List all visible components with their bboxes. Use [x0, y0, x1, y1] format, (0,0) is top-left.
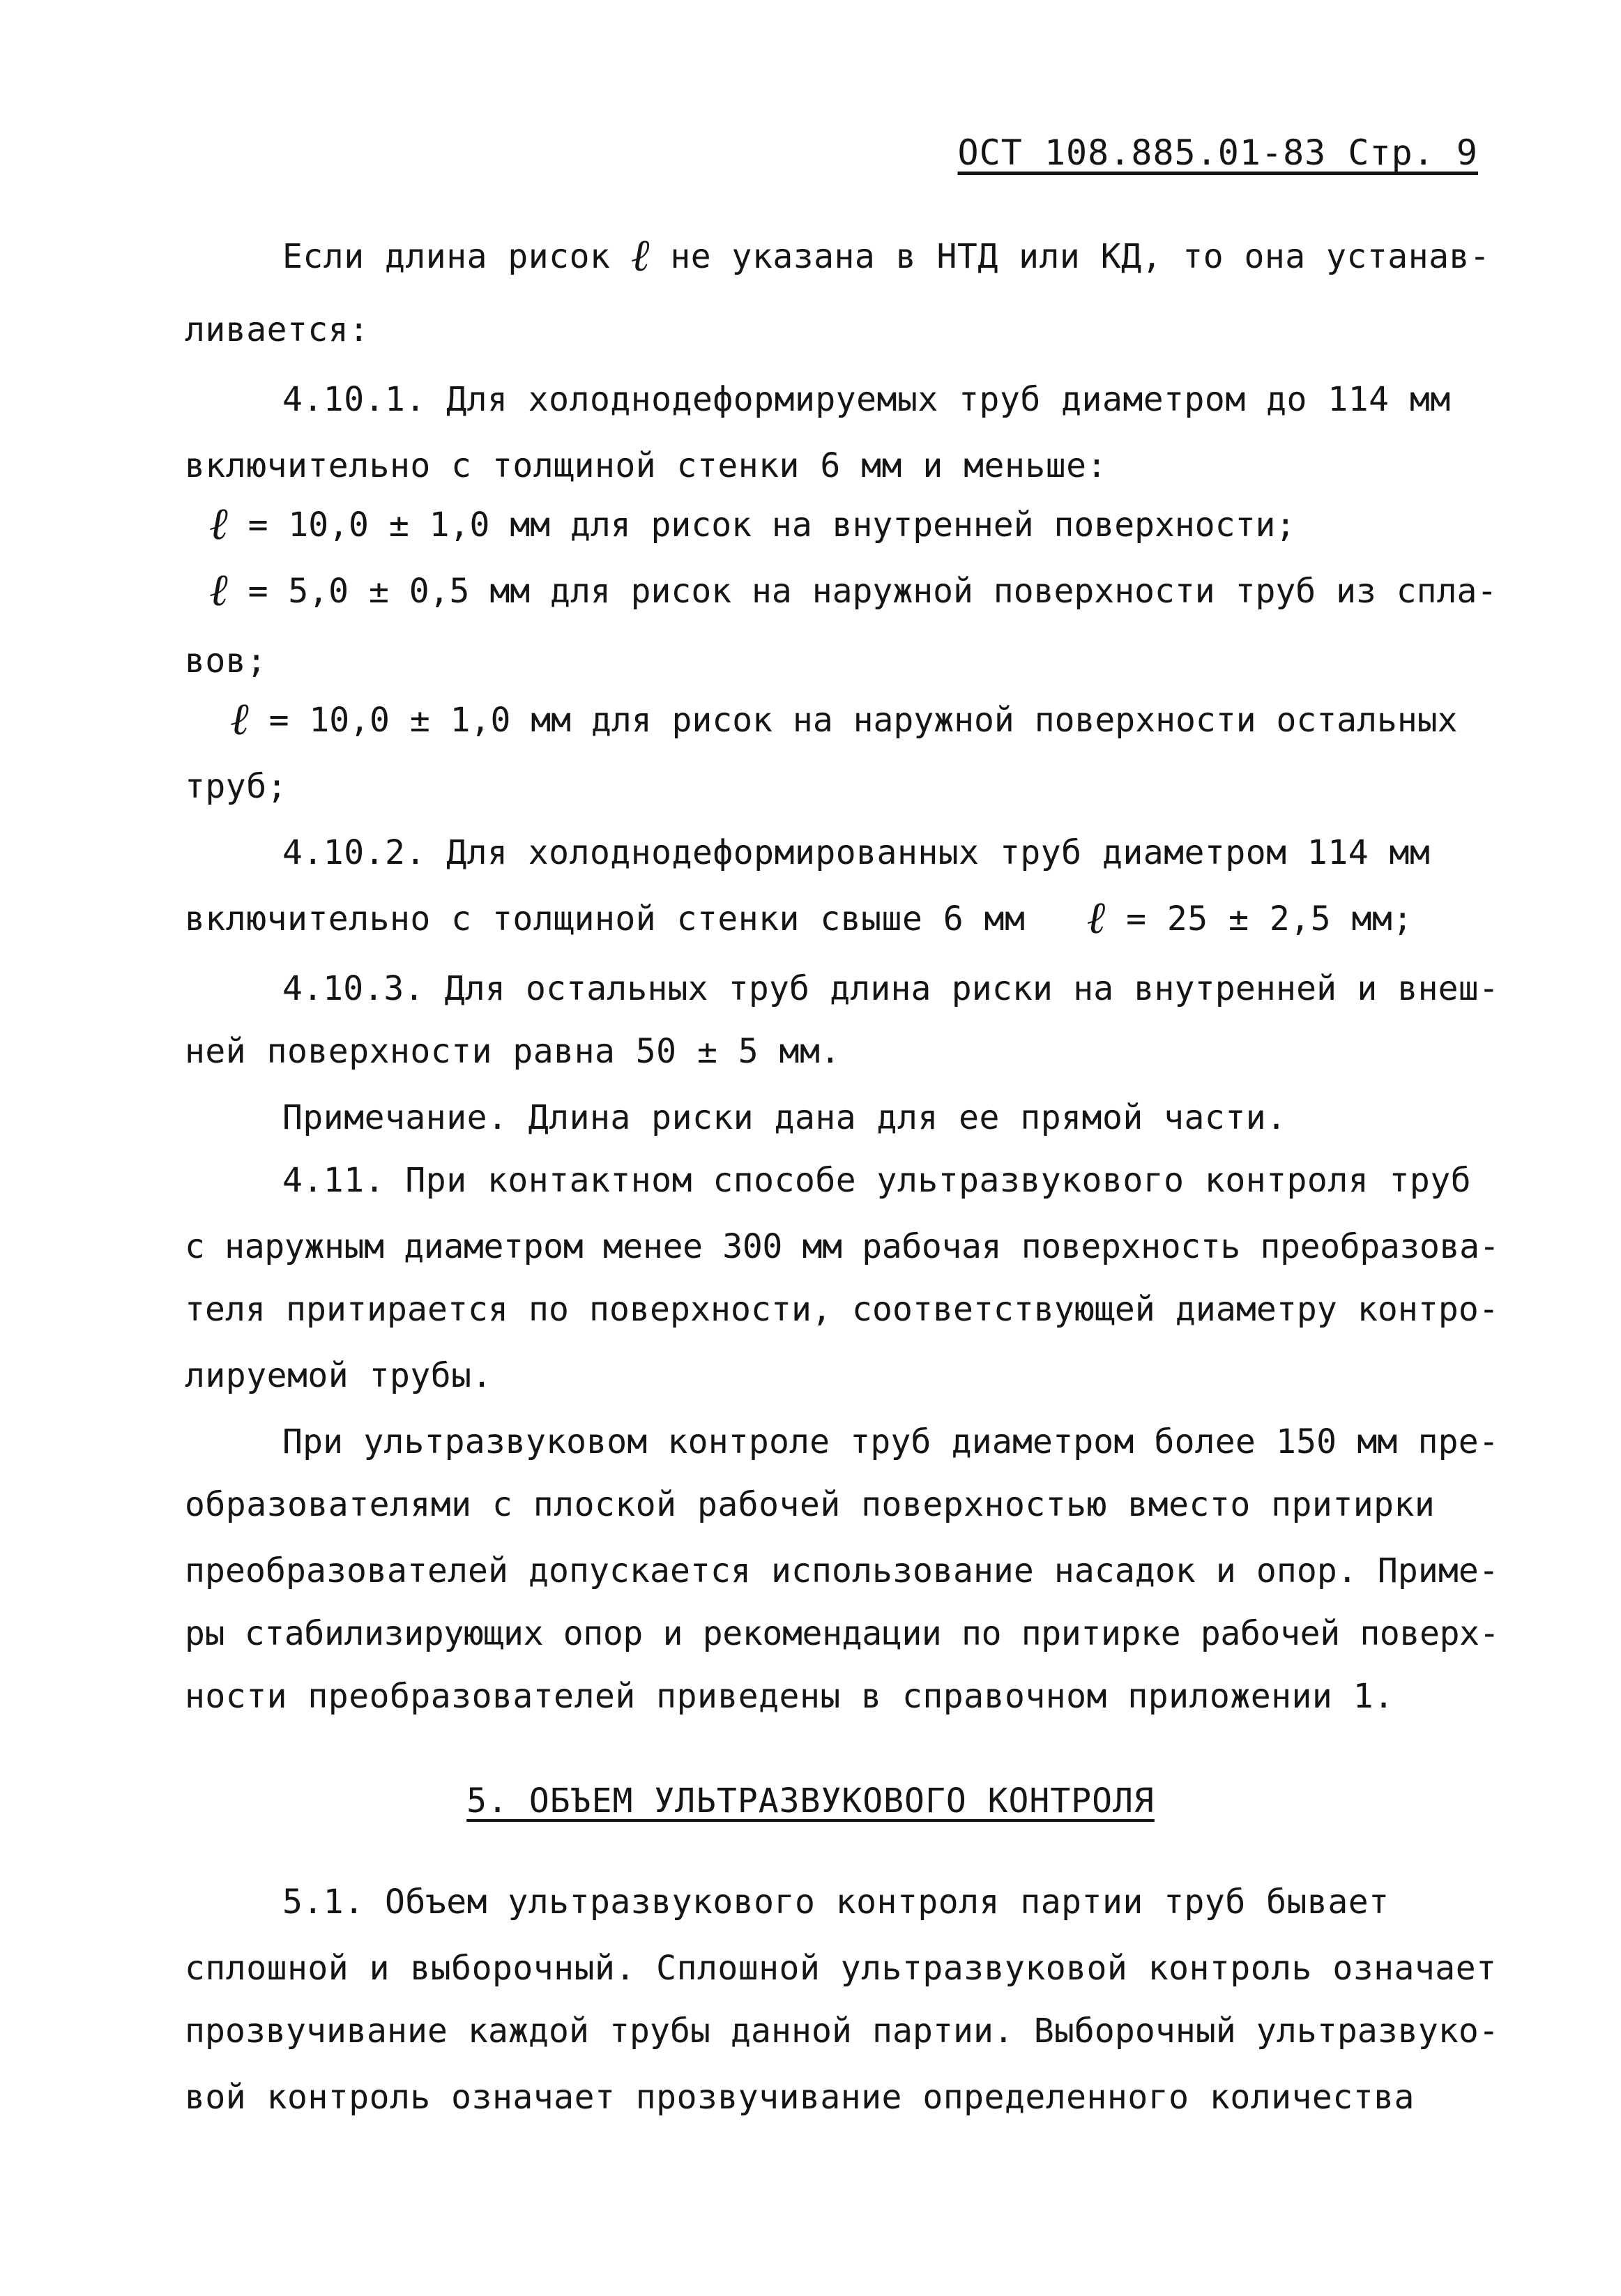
text-segment: Если длина рисок [282, 237, 611, 276]
formula-text: = 10,0 ± 1,0 мм для рисок на внутренней поверхности; [248, 505, 1296, 545]
clause-4-10-3: 4.10.3. Для остальных труб длина риски на внутренней и внеш- [282, 969, 1499, 1008]
ell-symbol: ℓ [1086, 892, 1106, 944]
text-line-4: включительно с толщиной стенки 6 мм и меньше: [185, 446, 1107, 485]
ell-symbol: ℓ [630, 230, 650, 282]
section-heading: 5. ОБЪЕМ УЛЬТРАЗВУКОВОГО КОНТРОЛЯ [466, 1781, 1155, 1820]
formula-text: = 5,0 ± 0,5 мм для рисок на наружной поверхности труб из спла- [248, 572, 1498, 611]
text-line-9: труб; [185, 767, 287, 806]
text-line-25: сплошной и выборочный. Сплошной ультразвуковой контроль означает [185, 1949, 1497, 1988]
text-line-20: образователями с плоской рабочей поверхностью вместо притирки [185, 1485, 1436, 1524]
clause-4-10-2: 4.10.2. Для холоднодеформированных труб диаметром 114 мм [282, 833, 1431, 872]
ell-symbol: ℓ [209, 565, 228, 616]
text-line-17: теля притирается по поверхности, соответствующей диаметру контро- [185, 1290, 1499, 1329]
text-segment: включительно с толщиной стенки свыше 6 мм [185, 899, 1026, 938]
text-line-21: преобразователей допускается использование насадок и опор. Приме- [185, 1551, 1499, 1590]
text-line-23: ности преобразователей приведены в справочном приложении 1. [185, 1677, 1394, 1716]
text-line-19: При ультразвуковом контроле труб диаметром более 150 мм пре- [282, 1422, 1499, 1461]
text-segment: = 25 ± 2,5 мм; [1126, 899, 1413, 938]
text-line-22: ры стабилизирующих опор и рекомендации по притирке рабочей поверх- [185, 1614, 1500, 1653]
text-line-7: вов; [185, 641, 267, 681]
text-segment: не указана в НТД или КД, то она устанав- [670, 237, 1491, 276]
text-line-27: вой контроль означает прозвучивание определенного количества [185, 2078, 1415, 2117]
text-line-13: ней поверхности равна 50 ± 5 мм. [185, 1032, 841, 1071]
clause-4-11: 4.11. При контактном способе ультразвукового контроля труб [282, 1161, 1472, 1200]
text-line-2: ливается: [185, 310, 370, 349]
note-line: Примечание. Длина риски дана для ее прямой части. [282, 1098, 1287, 1137]
ell-symbol: ℓ [209, 499, 228, 550]
text-line-26: прозвучивание каждой трубы данной партии. Выборочный ультразвуко- [185, 2012, 1499, 2051]
text-line-16: с наружным диаметром менее 300 мм рабочая поверхность преобразова- [185, 1227, 1500, 1266]
clause-5-1: 5.1. Объем ультразвукового контроля партии труб бывает [282, 1883, 1390, 1922]
text-line-18: лируемой трубы. [185, 1356, 492, 1395]
ell-symbol: ℓ [230, 694, 249, 745]
formula-3 [230, 694, 1458, 745]
text-line-1 [282, 230, 1491, 282]
text-line-11 [185, 892, 1413, 944]
clause-4-10-1: 4.10.1. Для холоднодеформируемых труб диаметром до 114 мм [282, 380, 1451, 419]
formula-1 [209, 499, 1296, 550]
formula-text: = 10,0 ± 1,0 мм для рисок на наружной поверхности остальных [268, 701, 1458, 740]
formula-2 [209, 565, 1498, 616]
page-header: ОСТ 108.885.01-83 Стр. 9 [957, 132, 1478, 173]
